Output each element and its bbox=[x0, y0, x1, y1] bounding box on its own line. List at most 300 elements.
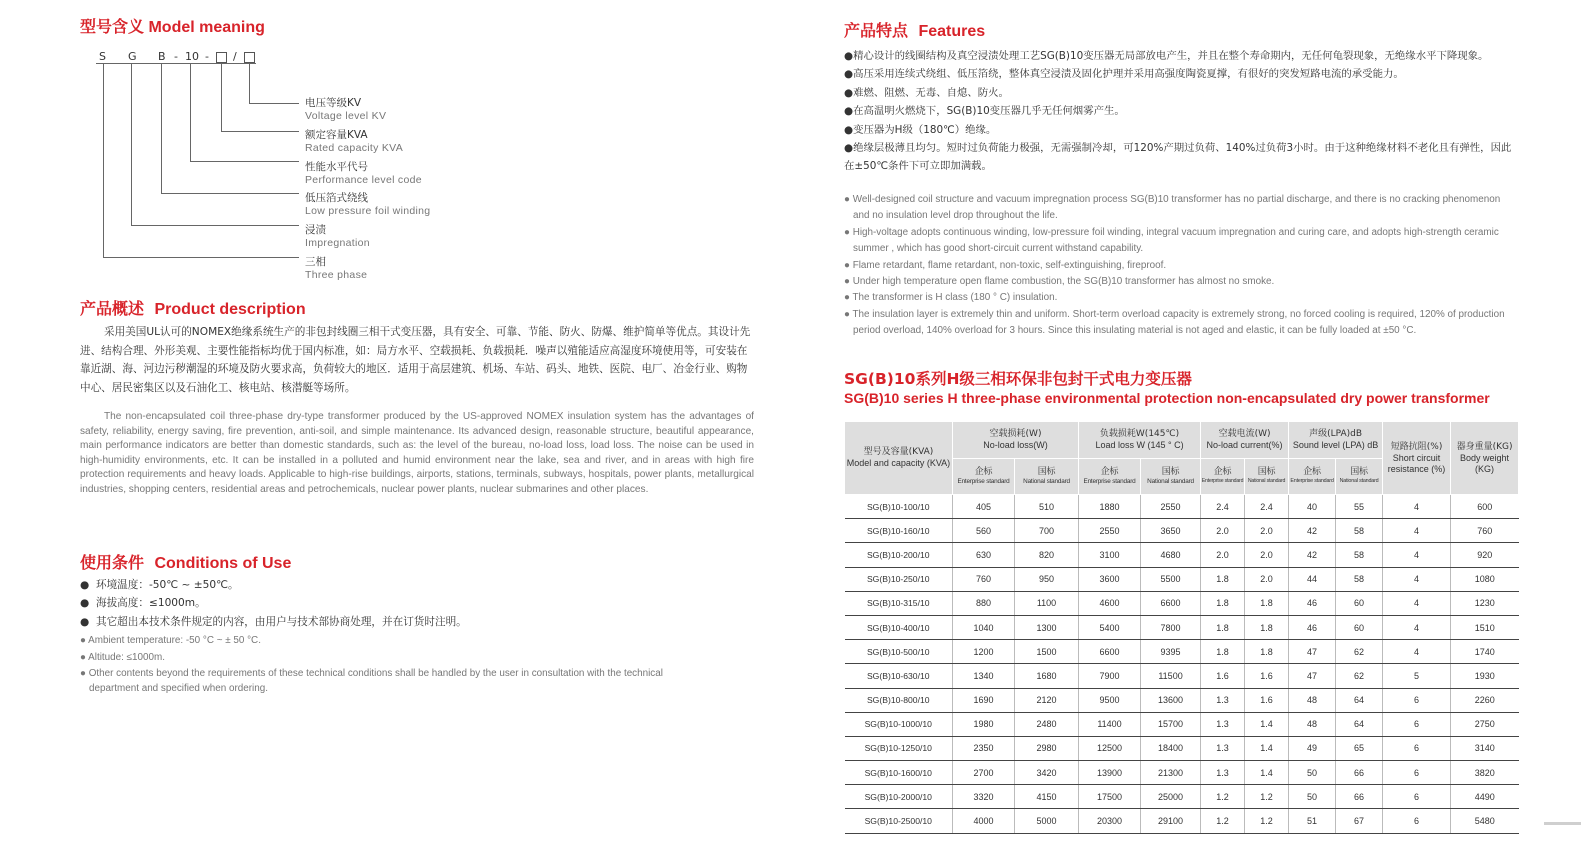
value-cell: 4490 bbox=[1451, 785, 1519, 809]
leader-impregnation-v bbox=[131, 64, 132, 226]
value-cell: 44 bbox=[1289, 567, 1336, 591]
leader-impregnation-h bbox=[131, 225, 299, 226]
value-cell: 42 bbox=[1289, 519, 1336, 543]
series-title-zh-text: SG(B)10系列H级三相环保非包封干式电力变压器 bbox=[844, 370, 1192, 388]
value-cell: 6 bbox=[1383, 761, 1451, 785]
header-noload-current bbox=[1201, 422, 1289, 459]
value-cell: 4000 bbox=[953, 809, 1015, 833]
value-cell: 1.3 bbox=[1201, 712, 1245, 736]
conditions-title-en: Conditions of Use bbox=[154, 555, 292, 572]
value-cell: 1.8 bbox=[1201, 591, 1245, 615]
sub-nat-zh: 国标 bbox=[1257, 466, 1276, 477]
value-cell: 2980 bbox=[1015, 736, 1079, 760]
spec-table-header bbox=[845, 422, 1519, 495]
sub-ent-en: Enterprise standard bbox=[1083, 477, 1136, 485]
table-row bbox=[845, 761, 1519, 785]
value-cell: 3140 bbox=[1451, 736, 1519, 760]
header-noload-loss-zh: 空载损耗(W) bbox=[989, 429, 1042, 439]
value-cell: 47 bbox=[1289, 664, 1336, 688]
features-list-zh bbox=[844, 47, 1520, 176]
leader-foil-v bbox=[161, 64, 162, 194]
condition-item: ● 环境温度：-50℃ ~ ±50℃。 bbox=[80, 579, 239, 591]
header-load-loss-en: Load loss W (145 ° C) bbox=[1095, 440, 1184, 450]
value-cell: 2120 bbox=[1015, 688, 1079, 712]
conditions-title-zh: 使用条件 bbox=[80, 553, 145, 572]
value-cell: 4 bbox=[1383, 591, 1451, 615]
value-cell: 66 bbox=[1336, 785, 1383, 809]
value-cell: 55 bbox=[1336, 495, 1383, 519]
header-sound-zh: 声级(LPA)dB bbox=[1309, 429, 1362, 439]
value-cell: 1040 bbox=[953, 615, 1015, 639]
value-cell: 1340 bbox=[953, 664, 1015, 688]
features-title-zh: 产品特点 bbox=[844, 21, 909, 40]
product-description-zh: 采用美国UL认可的NOMEX绝缘系统生产的非包封线圈三相干式变压器，具有安全、可靠、节能、防火、防爆、维护简单等优点。其设计先进、结构合理、外形美观、主要性能指标均优于国内标准，如：局方水平、空载损耗、负载损耗．噪声以殖能适应高湿度环境使用等，可安装在靠近湖、海、河边污秽潮湿的环境及防火要求高，负荷较大的地区．适用于高层建筑、机场、车站、码头、地铁、医院、电厂、冶金行业、购物中心、居民密集区以及石油化工、核电站、核潜艇等场所。 bbox=[80, 326, 751, 394]
value-cell: 700 bbox=[1015, 519, 1079, 543]
value-cell: 1.2 bbox=[1201, 809, 1245, 833]
value-cell: 1690 bbox=[953, 688, 1015, 712]
features-list-en bbox=[844, 192, 1512, 340]
value-cell: 1.4 bbox=[1245, 712, 1289, 736]
code-dash-2: - bbox=[205, 50, 209, 63]
header-sound-level bbox=[1289, 422, 1383, 459]
subheader-national bbox=[1141, 459, 1201, 495]
feature-item-zh: ●在高温明火燃烧下，SG(B)10变压器几乎无任何烟雾产生。 bbox=[844, 105, 1125, 118]
value-cell: 4 bbox=[1383, 640, 1451, 664]
value-cell: 1100 bbox=[1015, 591, 1079, 615]
header-model-en: Model and capacity (KVA) bbox=[846, 458, 951, 468]
value-cell: 6 bbox=[1383, 785, 1451, 809]
value-cell: 62 bbox=[1336, 664, 1383, 688]
value-cell: 20300 bbox=[1079, 809, 1141, 833]
value-cell: 29100 bbox=[1141, 809, 1201, 833]
feature-item-zh: ●高压采用连续式绕组、低压箔绕，整体真空浸渍及固化护理并采用高强度陶瓷夏撑，有很好的突发短路电流的承受能力。 bbox=[844, 68, 1404, 81]
value-cell: 18400 bbox=[1141, 736, 1201, 760]
label-voltage-zh: 电压等级KV bbox=[305, 97, 362, 109]
code-underline bbox=[96, 63, 256, 64]
leader-voltage-v bbox=[249, 64, 250, 104]
header-model bbox=[845, 422, 953, 495]
value-cell: 3100 bbox=[1079, 543, 1141, 567]
code-letter-g: G bbox=[128, 50, 137, 63]
series-title-zh bbox=[844, 367, 1192, 389]
table-row bbox=[845, 495, 1519, 519]
label-three-phase bbox=[305, 256, 367, 282]
value-cell: 1930 bbox=[1451, 664, 1519, 688]
value-cell: 1.2 bbox=[1245, 809, 1289, 833]
value-cell: 6 bbox=[1383, 736, 1451, 760]
sub-ent-zh: 企标 bbox=[1100, 466, 1119, 477]
value-cell: 510 bbox=[1015, 495, 1079, 519]
value-cell: 1.8 bbox=[1245, 615, 1289, 639]
value-cell: 62 bbox=[1336, 640, 1383, 664]
value-cell: 1.3 bbox=[1201, 736, 1245, 760]
features-heading bbox=[844, 18, 985, 41]
model-cell: SG(B)10-1250/10 bbox=[845, 736, 953, 760]
value-cell: 46 bbox=[1289, 615, 1336, 639]
label-voltage-level bbox=[305, 97, 386, 123]
model-cell: SG(B)10-1000/10 bbox=[845, 712, 953, 736]
value-cell: 1.6 bbox=[1245, 664, 1289, 688]
value-cell: 13900 bbox=[1079, 761, 1141, 785]
value-cell: 3650 bbox=[1141, 519, 1201, 543]
value-cell: 2.0 bbox=[1245, 567, 1289, 591]
value-cell: 17500 bbox=[1079, 785, 1141, 809]
value-cell: 3320 bbox=[953, 785, 1015, 809]
table-row bbox=[845, 688, 1519, 712]
value-cell: 60 bbox=[1336, 615, 1383, 639]
label-foil-winding bbox=[305, 192, 430, 218]
value-cell: 1.8 bbox=[1201, 567, 1245, 591]
sub-ent-en: Enterprise standard bbox=[1201, 477, 1244, 484]
label-foil-zh: 低压箔式绕线 bbox=[305, 192, 368, 204]
value-cell: 1880 bbox=[1079, 495, 1141, 519]
model-cell: SG(B)10-315/10 bbox=[845, 591, 953, 615]
value-cell: 65 bbox=[1336, 736, 1383, 760]
value-cell: 58 bbox=[1336, 543, 1383, 567]
feature-item-zh: ●精心设计的线圈结构及真空浸渍处理工艺SG(B)10变压器无局部放电产生，并且在整个寿命期内，无任何龟裂现象，无绝缘水平下降现象。 bbox=[844, 50, 1489, 62]
value-cell: 2.0 bbox=[1245, 543, 1289, 567]
label-impregnation bbox=[305, 224, 370, 250]
value-cell: 560 bbox=[953, 519, 1015, 543]
sub-ent-en: Enterprise standard bbox=[1290, 477, 1334, 484]
sub-nat-en: National standard bbox=[1247, 477, 1286, 484]
value-cell: 58 bbox=[1336, 567, 1383, 591]
value-cell: 50 bbox=[1289, 761, 1336, 785]
condition-item: ● Other contents beyond the requirements of these technical conditions shall be handled by the user in consultation with the technical department and specified when ordering. bbox=[80, 668, 663, 695]
subheader-enterprise bbox=[1201, 459, 1245, 495]
subheader-national bbox=[1245, 459, 1289, 495]
value-cell: 4 bbox=[1383, 495, 1451, 519]
model-cell: SG(B)10-630/10 bbox=[845, 664, 953, 688]
value-cell: 2550 bbox=[1079, 519, 1141, 543]
model-cell: SG(B)10-2000/10 bbox=[845, 785, 953, 809]
value-cell: 47 bbox=[1289, 640, 1336, 664]
code-number-10: 10 bbox=[185, 50, 199, 63]
voltage-box bbox=[244, 52, 255, 63]
value-cell: 1510 bbox=[1451, 615, 1519, 639]
feature-item-en: ● The insulation layer is extremely thin and uniform. Short-term overload capacity is extremely strong, no forced cooling is required, 120% of production period overload, 140% overload for 3 hours. Since this insulating material is not aged and elastic, it can be fully loaded at ±50 °C. bbox=[844, 308, 1505, 337]
condition-altitude-en: Altitude: ≤1000m. bbox=[88, 651, 165, 663]
value-cell: 2.0 bbox=[1245, 519, 1289, 543]
header-weight-en: Body weight (KG) bbox=[1460, 452, 1510, 474]
value-cell: 66 bbox=[1336, 761, 1383, 785]
model-meaning-heading bbox=[80, 14, 265, 37]
value-cell: 2260 bbox=[1451, 688, 1519, 712]
model-cell: SG(B)10-1600/10 bbox=[845, 761, 953, 785]
value-cell: 1.4 bbox=[1245, 761, 1289, 785]
label-phase-en: Three phase bbox=[305, 269, 368, 281]
value-cell: 2.4 bbox=[1201, 495, 1245, 519]
value-cell: 60 bbox=[1336, 591, 1383, 615]
value-cell: 49 bbox=[1289, 736, 1336, 760]
value-cell: 2480 bbox=[1015, 712, 1079, 736]
value-cell: 21300 bbox=[1141, 761, 1201, 785]
condition-item: ● 其它超出本技术条件规定的内容，由用户与技术部协商处理，并在订货时注明。 bbox=[80, 615, 467, 628]
table-row bbox=[845, 664, 1519, 688]
header-weight-zh: 器身重量(KG) bbox=[1456, 441, 1513, 452]
header-noload-current-en: No-load current(%) bbox=[1206, 440, 1283, 450]
table-row bbox=[845, 615, 1519, 639]
spec-table-body bbox=[845, 495, 1519, 834]
subheader-enterprise bbox=[1079, 459, 1141, 495]
header-short-en: Short circuit resistance (%) bbox=[1387, 452, 1446, 474]
value-cell: 25000 bbox=[1141, 785, 1201, 809]
condition-temperature-zh: 环境温度：-50℃ ~ ±50℃。 bbox=[95, 579, 239, 591]
table-row bbox=[845, 519, 1519, 543]
code-letter-b: B bbox=[158, 50, 166, 63]
model-meaning-title-zh: 型号含义 bbox=[80, 17, 145, 36]
header-model-zh: 型号及容量(KVA) bbox=[863, 447, 934, 457]
spec-table bbox=[844, 421, 1519, 834]
condition-temperature-en: Ambient temperature: -50 °C ~ ± 50 °C. bbox=[88, 635, 261, 646]
value-cell: 880 bbox=[953, 591, 1015, 615]
table-row bbox=[845, 785, 1519, 809]
value-cell: 3420 bbox=[1015, 761, 1079, 785]
model-cell: SG(B)10-250/10 bbox=[845, 567, 953, 591]
value-cell: 2750 bbox=[1451, 712, 1519, 736]
value-cell: 630 bbox=[953, 543, 1015, 567]
label-performance-en: Performance level code bbox=[305, 174, 422, 186]
value-cell: 5480 bbox=[1451, 809, 1519, 833]
sub-nat-zh: 国标 bbox=[1350, 466, 1368, 477]
code-letter-s: S bbox=[99, 50, 106, 63]
label-capacity-zh: 额定容量KVA bbox=[305, 129, 368, 141]
value-cell: 1500 bbox=[1015, 640, 1079, 664]
page-edge-mark bbox=[1544, 822, 1581, 825]
value-cell: 4150 bbox=[1015, 785, 1079, 809]
model-cell: SG(B)10-160/10 bbox=[845, 519, 953, 543]
value-cell: 7900 bbox=[1079, 664, 1141, 688]
value-cell: 4 bbox=[1383, 543, 1451, 567]
table-row bbox=[845, 736, 1519, 760]
feature-item-en: ● Well-designed coil structure and vacuum impregnation process SG(B)10 transformer has no partial discharge, and there is no cracking phenomenon and no insulation level drop throughout the life. bbox=[844, 194, 1501, 222]
value-cell: 1.8 bbox=[1245, 591, 1289, 615]
table-row bbox=[845, 543, 1519, 567]
value-cell: 40 bbox=[1289, 495, 1336, 519]
header-body-weight bbox=[1451, 422, 1519, 495]
value-cell: 13600 bbox=[1141, 688, 1201, 712]
table-row bbox=[845, 567, 1519, 591]
value-cell: 58 bbox=[1336, 519, 1383, 543]
value-cell: 1.8 bbox=[1201, 640, 1245, 664]
value-cell: 5000 bbox=[1015, 809, 1079, 833]
leader-capacity-v bbox=[221, 64, 222, 132]
value-cell: 51 bbox=[1289, 809, 1336, 833]
subheader-national bbox=[1015, 459, 1079, 495]
sub-ent-zh: 企标 bbox=[974, 466, 993, 477]
feature-item-zh: ●绝缘层极薄且均匀。短时过负荷能力极强，无需强制冷却，可120%产期过负荷、140%过负荷3小时。由于这种绝缘材料不老化且有弹性，因此在±50℃条件下可立即加满载。 bbox=[844, 142, 1512, 173]
value-cell: 1230 bbox=[1451, 591, 1519, 615]
value-cell: 950 bbox=[1015, 567, 1079, 591]
label-rated-capacity bbox=[305, 129, 403, 155]
conditions-heading bbox=[80, 550, 291, 573]
sub-nat-zh: 国标 bbox=[1161, 466, 1180, 477]
model-cell: SG(B)10-200/10 bbox=[845, 543, 953, 567]
value-cell: 1740 bbox=[1451, 640, 1519, 664]
value-cell: 6600 bbox=[1141, 591, 1201, 615]
value-cell: 600 bbox=[1451, 495, 1519, 519]
product-description-title-zh: 产品概述 bbox=[80, 299, 145, 318]
header-load-loss-zh: 负载损耗W(145℃) bbox=[1099, 429, 1180, 439]
model-cell: SG(B)10-100/10 bbox=[845, 495, 953, 519]
value-cell: 4680 bbox=[1141, 543, 1201, 567]
label-capacity-en: Rated capacity KVA bbox=[305, 142, 404, 154]
feature-item-en: ● High-voltage adopts continuous winding, low-pressure foil winding, integral vacuum impregnation and curing care, and adopts high-strength ceramic summer , which has good short-circuit current withstand capability. bbox=[844, 226, 1499, 255]
sub-ent-zh: 企标 bbox=[1213, 466, 1232, 477]
table-row bbox=[845, 640, 1519, 664]
header-noload-loss-en: No-load loss(W) bbox=[983, 440, 1048, 450]
value-cell: 820 bbox=[1015, 543, 1079, 567]
value-cell: 405 bbox=[953, 495, 1015, 519]
label-phase-zh: 三相 bbox=[305, 256, 326, 268]
value-cell: 1.6 bbox=[1201, 664, 1245, 688]
value-cell: 1.3 bbox=[1201, 688, 1245, 712]
value-cell: 1.2 bbox=[1245, 785, 1289, 809]
value-cell: 1.2 bbox=[1201, 785, 1245, 809]
label-impregnation-en: Impregnation bbox=[305, 237, 370, 249]
value-cell: 1.6 bbox=[1245, 688, 1289, 712]
header-noload-loss bbox=[953, 422, 1079, 459]
product-description-heading bbox=[80, 296, 306, 319]
condition-item: ● 海拔高度：≤1000m。 bbox=[80, 597, 206, 610]
leader-foil-h bbox=[161, 193, 299, 194]
model-meaning-title-en: Model meaning bbox=[148, 19, 265, 36]
label-voltage-en: Voltage level KV bbox=[305, 110, 387, 122]
value-cell: 2.4 bbox=[1245, 495, 1289, 519]
value-cell: 4 bbox=[1383, 615, 1451, 639]
subheader-national bbox=[1336, 459, 1383, 495]
value-cell: 50 bbox=[1289, 785, 1336, 809]
value-cell: 6 bbox=[1383, 688, 1451, 712]
value-cell: 1080 bbox=[1451, 567, 1519, 591]
value-cell: 5500 bbox=[1141, 567, 1201, 591]
value-cell: 920 bbox=[1451, 543, 1519, 567]
condition-item: ● Altitude: ≤1000m. bbox=[80, 651, 165, 663]
value-cell: 64 bbox=[1336, 712, 1383, 736]
subheader-enterprise bbox=[953, 459, 1015, 495]
value-cell: 46 bbox=[1289, 591, 1336, 615]
condition-other-zh: 其它超出本技术条件规定的内容，由用户与技术部协商处理，并在订货时注明。 bbox=[95, 615, 467, 628]
leader-phase-h bbox=[103, 257, 299, 258]
value-cell: 6600 bbox=[1079, 640, 1141, 664]
code-slash: / bbox=[233, 50, 237, 63]
table-row bbox=[845, 712, 1519, 736]
feature-item-en: ● Flame retardant, flame retardant, non-toxic, self-extinguishing, fireproof. bbox=[844, 259, 1167, 271]
value-cell: 1680 bbox=[1015, 664, 1079, 688]
leader-performance-h bbox=[190, 161, 299, 162]
value-cell: 1.8 bbox=[1245, 640, 1289, 664]
value-cell: 11500 bbox=[1141, 664, 1201, 688]
value-cell: 6 bbox=[1383, 712, 1451, 736]
feature-item-zh: ●难燃、阻燃、无毒、自熄、防火。 bbox=[844, 86, 1009, 99]
leader-capacity-h bbox=[221, 131, 299, 132]
value-cell: 4 bbox=[1383, 567, 1451, 591]
header-short-zh: 短路抗阻(%) bbox=[1390, 441, 1443, 452]
feature-item-en: ● The transformer is H class (180 ° C) insulation. bbox=[844, 292, 1058, 304]
value-cell: 48 bbox=[1289, 712, 1336, 736]
table-row bbox=[845, 809, 1519, 833]
value-cell: 9500 bbox=[1079, 688, 1141, 712]
code-dash-1: - bbox=[174, 50, 178, 63]
feature-item-en: ● Under high temperature open flame combustion, the SG(B)10 transformer has almost no smoke. bbox=[844, 276, 1275, 288]
series-title-en: SG(B)10 series H three-phase environmental protection non-encapsulated dry power transformer bbox=[844, 390, 1490, 406]
value-cell: 760 bbox=[1451, 519, 1519, 543]
value-cell: 7800 bbox=[1141, 615, 1201, 639]
leader-performance-v bbox=[190, 64, 191, 162]
value-cell: 4 bbox=[1383, 519, 1451, 543]
condition-item: ● Ambient temperature: -50 °C ~ ± 50 °C. bbox=[80, 635, 261, 646]
value-cell: 3600 bbox=[1079, 567, 1141, 591]
value-cell: 5 bbox=[1383, 664, 1451, 688]
value-cell: 2.0 bbox=[1201, 519, 1245, 543]
conditions-list-zh bbox=[80, 576, 467, 631]
value-cell: 12500 bbox=[1079, 736, 1141, 760]
label-performance-zh: 性能水平代号 bbox=[305, 161, 368, 173]
value-cell: 1.8 bbox=[1201, 615, 1245, 639]
sub-nat-en: National standard bbox=[1023, 477, 1070, 485]
value-cell: 1200 bbox=[953, 640, 1015, 664]
header-sound-en: Sound level (LPA) dB bbox=[1292, 440, 1379, 450]
sub-nat-en: National standard bbox=[1147, 477, 1194, 485]
sub-ent-en: Enterprise standard bbox=[957, 477, 1010, 485]
value-cell: 67 bbox=[1336, 809, 1383, 833]
subheader-enterprise bbox=[1289, 459, 1336, 495]
value-cell: 2700 bbox=[953, 761, 1015, 785]
value-cell: 11400 bbox=[1079, 712, 1141, 736]
model-cell: SG(B)10-400/10 bbox=[845, 615, 953, 639]
sub-nat-zh: 国标 bbox=[1037, 466, 1056, 477]
product-description-en: The non-encapsulated coil three-phase dry-type transformer produced by the US-approved NOMEX insulation system has the advantages of safety, reliability, energy saving, fire prevention, anti-soil, and simple maintenance. Its advanced design, reasonable structure, beautiful appearance, main performance indicators are better than domestic standards, such as: the level of the bureau, no-load loss, load loss. The noise can be used in high-humidity environments, etc. It can be installed in a polluted and humid environment near the lake, sea and river, and in areas with high fire protection requirements and heavy loads. Applicable to high-rise buildings, airports, stations, terminals, subways, hospitals, power plants, metallurgical industries, shopping centers, residential areas and petrochemicals, nuclear power plants, nuclear submarines and other places. bbox=[80, 411, 754, 495]
value-cell: 15700 bbox=[1141, 712, 1201, 736]
value-cell: 3820 bbox=[1451, 761, 1519, 785]
header-short-circuit bbox=[1383, 422, 1451, 495]
sub-nat-en: National standard bbox=[1339, 477, 1379, 484]
condition-altitude-zh: 海拔高度：≤1000m。 bbox=[95, 597, 206, 610]
label-impregnation-zh: 浸渍 bbox=[305, 224, 326, 236]
value-cell: 4600 bbox=[1079, 591, 1141, 615]
value-cell: 760 bbox=[953, 567, 1015, 591]
header-load-loss bbox=[1079, 422, 1201, 459]
value-cell: 1.4 bbox=[1245, 736, 1289, 760]
value-cell: 1980 bbox=[953, 712, 1015, 736]
leader-phase-v bbox=[103, 64, 104, 258]
value-cell: 5400 bbox=[1079, 615, 1141, 639]
model-cell: SG(B)10-2500/10 bbox=[845, 809, 953, 833]
capacity-box bbox=[216, 52, 227, 63]
features-title-en: Features bbox=[918, 23, 986, 40]
value-cell: 48 bbox=[1289, 688, 1336, 712]
sub-ent-zh: 企标 bbox=[1303, 466, 1321, 477]
value-cell: 64 bbox=[1336, 688, 1383, 712]
conditions-list-en bbox=[80, 633, 670, 696]
value-cell: 2350 bbox=[953, 736, 1015, 760]
value-cell: 2550 bbox=[1141, 495, 1201, 519]
feature-item-zh: ●变压器为H级（180℃）绝缘。 bbox=[844, 123, 997, 136]
value-cell: 1300 bbox=[1015, 615, 1079, 639]
table-row bbox=[845, 591, 1519, 615]
label-performance-level bbox=[305, 161, 422, 187]
value-cell: 9395 bbox=[1141, 640, 1201, 664]
model-cell: SG(B)10-800/10 bbox=[845, 688, 953, 712]
leader-voltage-h bbox=[249, 103, 299, 104]
value-cell: 42 bbox=[1289, 543, 1336, 567]
product-description-title-en: Product description bbox=[154, 301, 306, 318]
model-cell: SG(B)10-500/10 bbox=[845, 640, 953, 664]
value-cell: 2.0 bbox=[1201, 543, 1245, 567]
value-cell: 1.3 bbox=[1201, 761, 1245, 785]
value-cell: 6 bbox=[1383, 809, 1451, 833]
header-noload-current-zh: 空载电流(W) bbox=[1218, 429, 1271, 439]
